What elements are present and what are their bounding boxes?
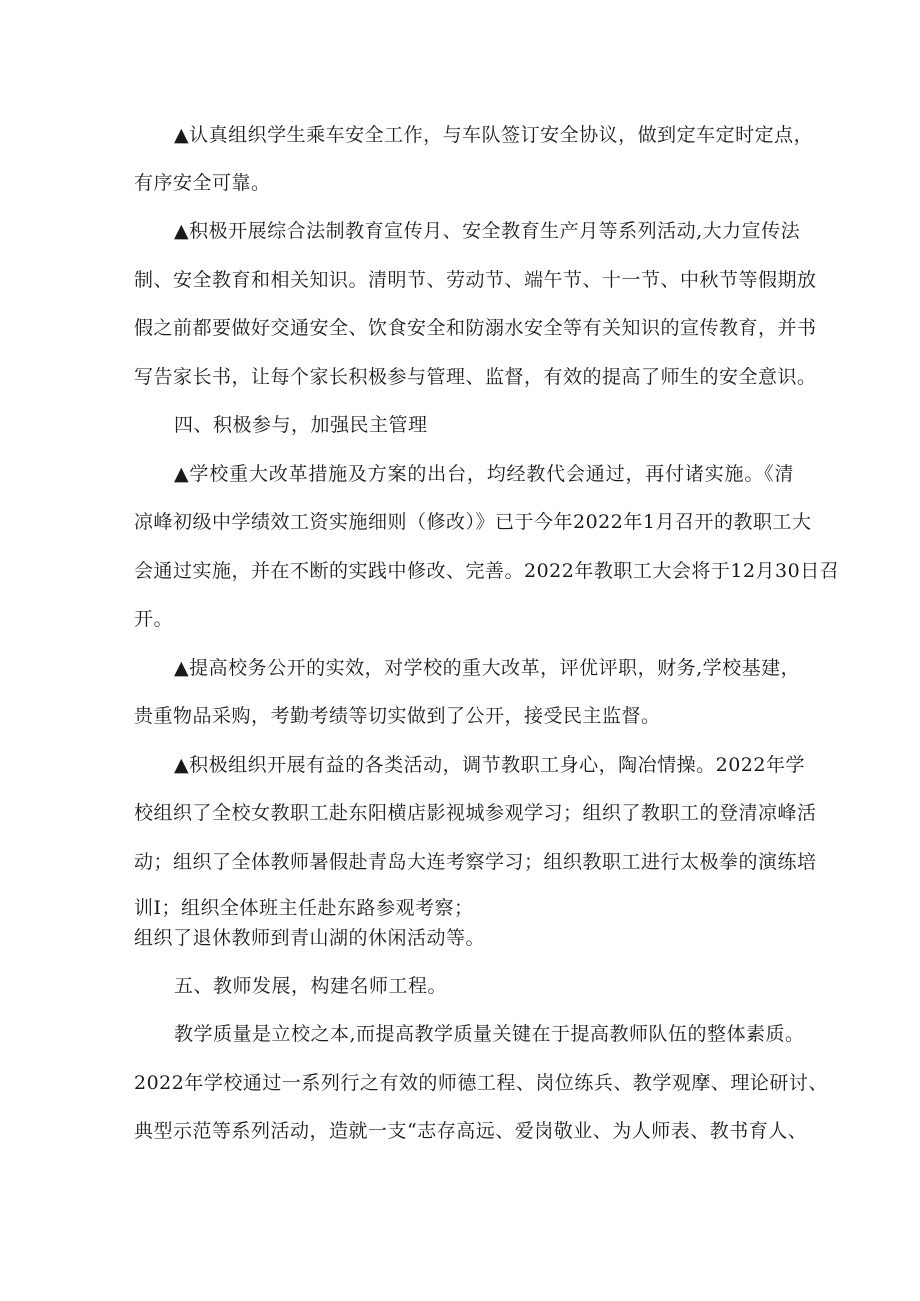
text-line-2: 有序安全可靠。 bbox=[134, 172, 271, 194]
text-line-6: 写告家长书，让每个家长积极参与管理、监督，有效的提高了师生的安全意识。 bbox=[134, 366, 817, 388]
text-line-9: 凉峰初级中学绩效工资实施细则（修改）》已于今年2022年1月召开的教职工大 bbox=[134, 511, 812, 533]
text-line-12: ▲提高校务公开的实效，对学校的重大改革，评优评职，财务,学校基建， bbox=[174, 657, 801, 679]
text-line-16: 动；组织了全体教师暑假赴青岛大连考察学习；组织教职工进行太极拳的演练培 bbox=[134, 851, 817, 873]
text-line-15: 校组织了全校女教职工赴东阳横店影视城参观学习；组织了教职工的登清凉峰活 bbox=[134, 802, 817, 824]
text-line-10: 会通过实施，并在不断的实践中修改、完善。2022年教职工大会将于12月30日召 bbox=[134, 560, 840, 582]
text-line-11: 开。 bbox=[134, 608, 174, 630]
text-line-17: 训I；组织全体班主任赴东路参观考察； bbox=[134, 897, 474, 919]
text-line-22: 典型示范等系列活动，造就一支“志存高远、爱岗敬业、为人师表、教书育人、 bbox=[134, 1120, 808, 1142]
text-line-14: ▲积极组织开展有益的各类活动，调节教职工身心，陶冶情操。2022年学 bbox=[174, 754, 805, 776]
text-line-18: 组织了退休教师到青山湖的休闲活动等。 bbox=[134, 927, 486, 949]
text-line-20: 教学质量是立校之本,而提高教学质量关键在于提高教师队伍的整体素质。 bbox=[174, 1023, 805, 1045]
text-line-5: 假之前都要做好交通安全、饮食安全和防溺水安全等有关知识的宣传教育，并书 bbox=[134, 317, 817, 339]
section-heading-5: 五、教师发展，构建名师工程。 bbox=[174, 975, 448, 997]
text-line-13: 贵重物品采购，考勤考绩等切实做到了公开，接受民主监督。 bbox=[134, 705, 661, 727]
text-line-1: ▲认真组织学生乘车安全工作，与车队签订安全协议，做到定车定时定点， bbox=[174, 124, 814, 146]
text-line-8: ▲学校重大改革措施及方案的出台，均经教代会通过，再付诸实施。《清 bbox=[174, 463, 794, 485]
text-line-21: 2022年学校通过一系列行之有效的师德工程、岗位练兵、教学观摩、理论研讨、 bbox=[134, 1072, 828, 1094]
text-line-4: 制、安全教育和相关知识。清明节、劳动节、端午节、十一节、中秋节等假期放 bbox=[134, 269, 817, 291]
section-heading-4: 四、积极参与，加强民主管理 bbox=[174, 414, 428, 436]
text-line-3: ▲积极开展综合法制教育宣传月、安全教育生产月等系列活动,大力宣传法 bbox=[174, 220, 801, 242]
